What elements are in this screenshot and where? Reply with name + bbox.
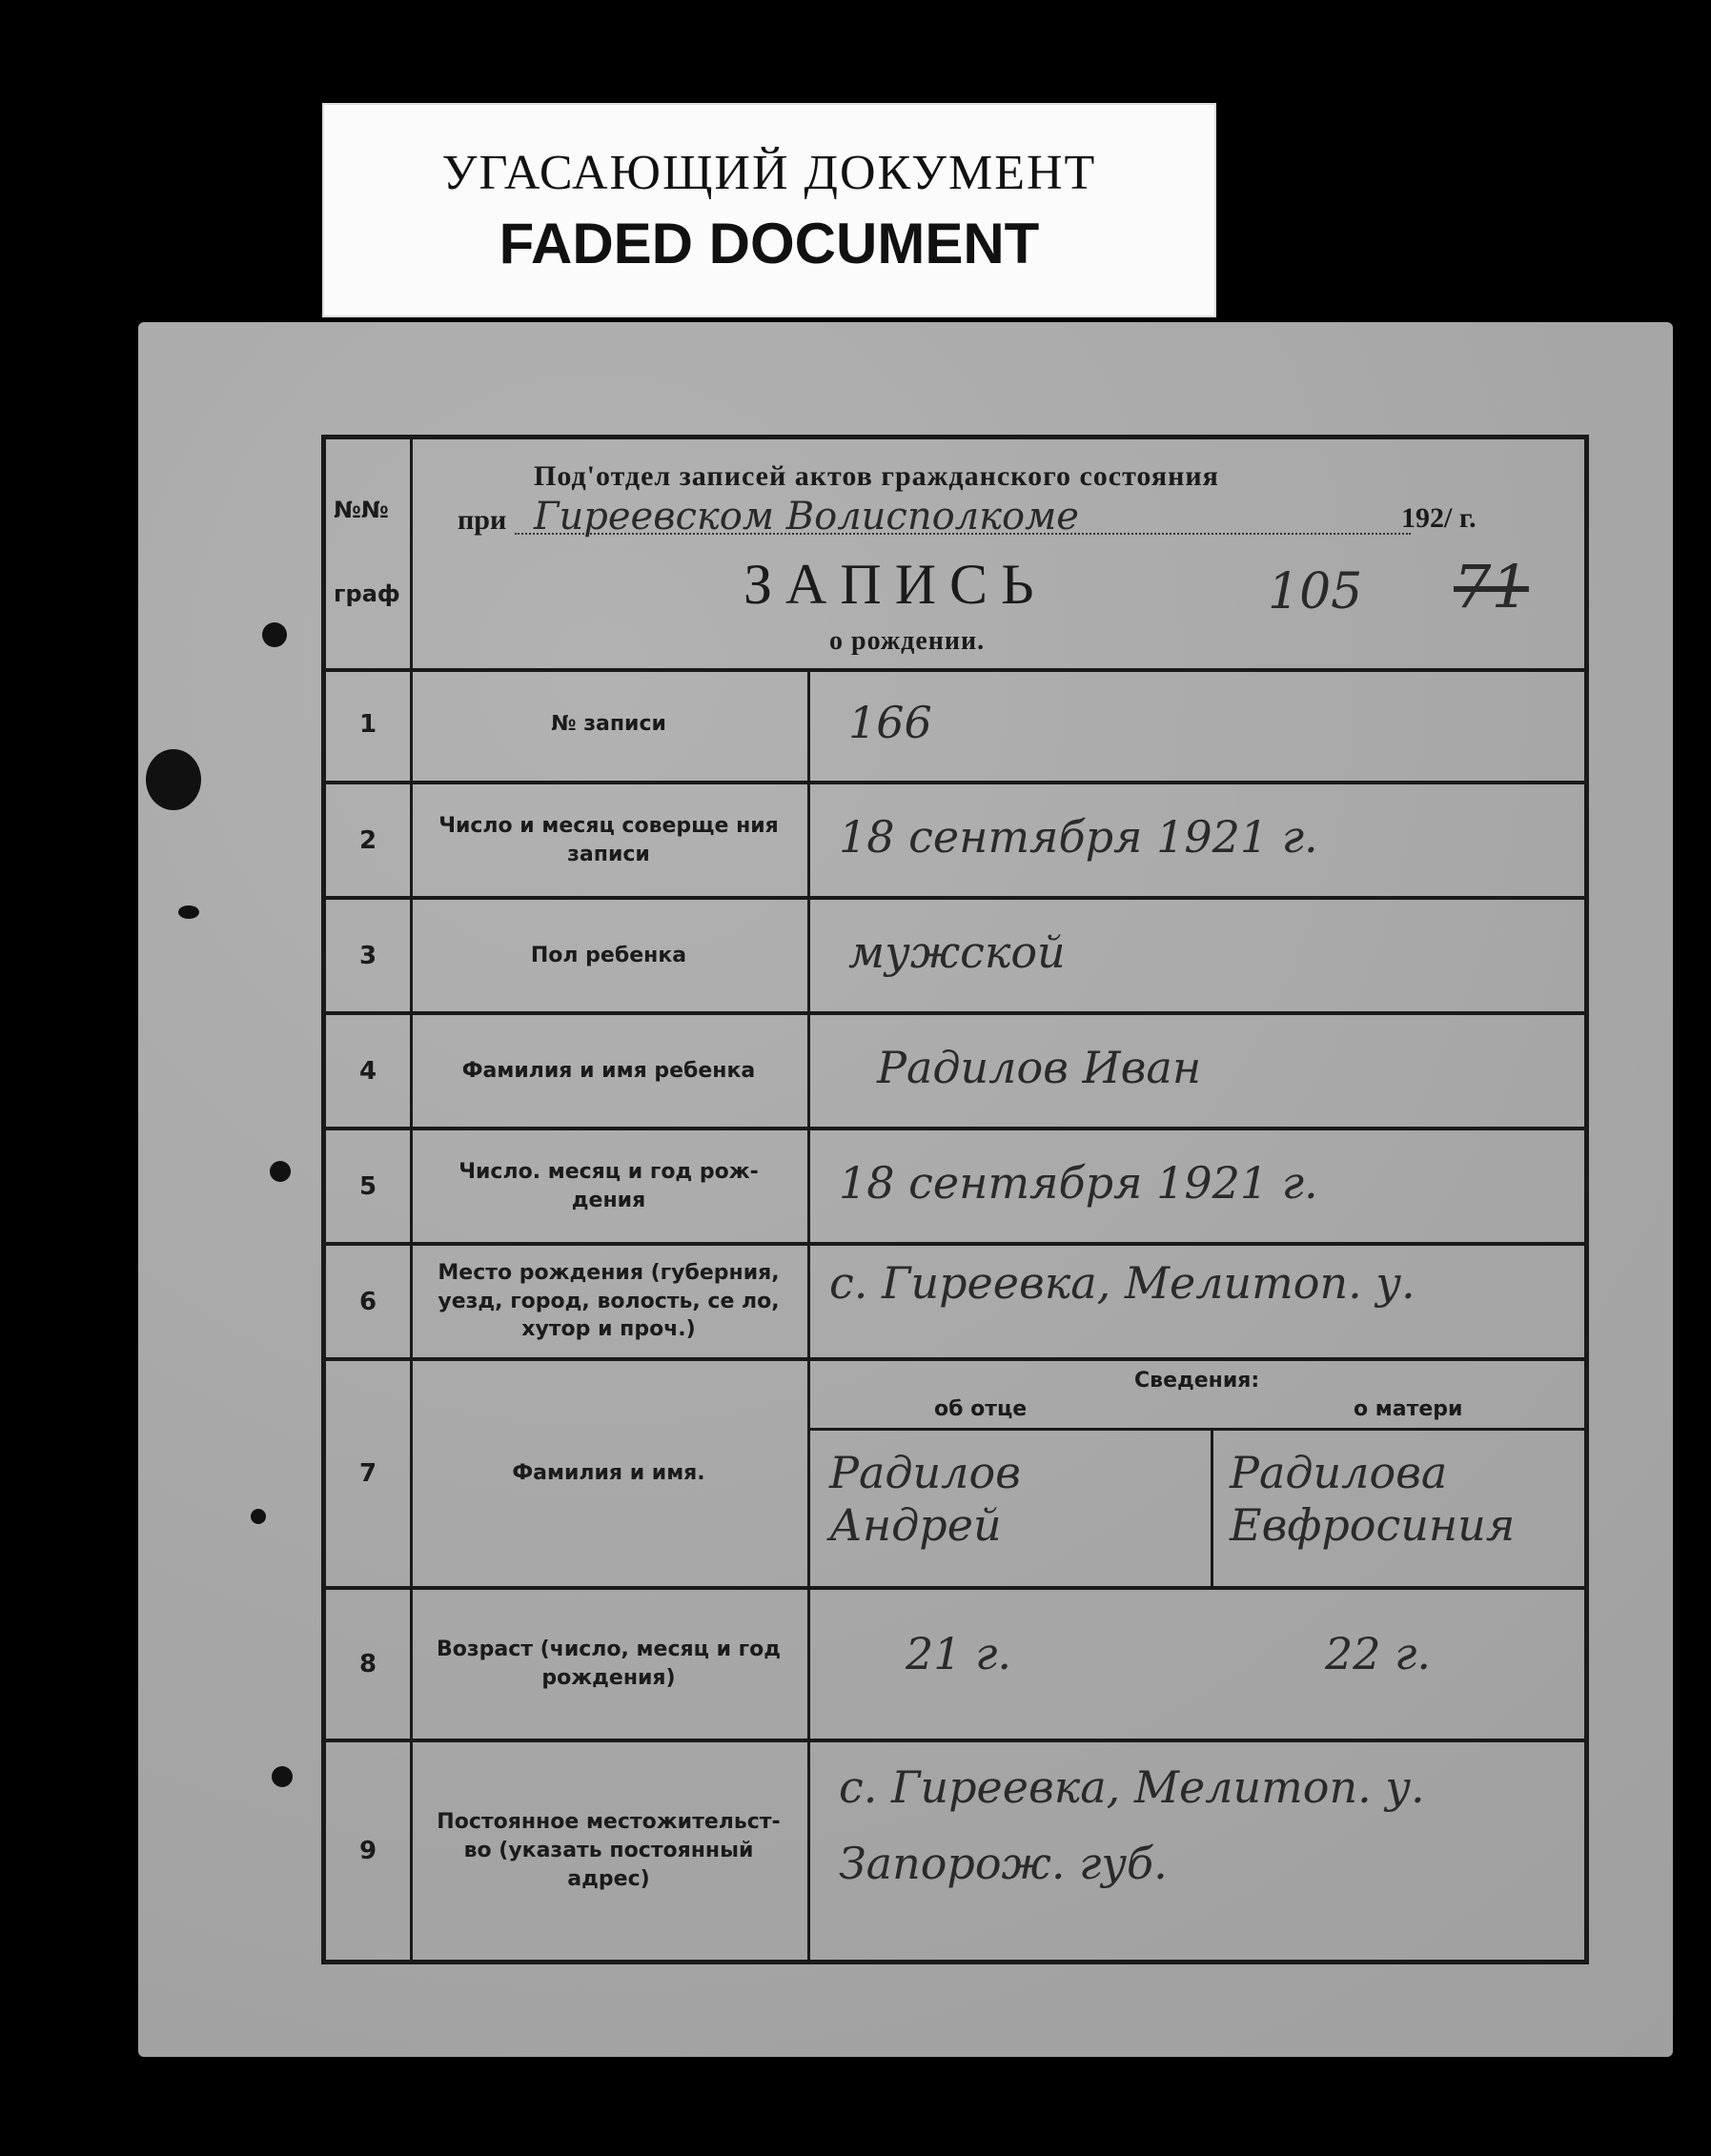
document-sheet [138, 322, 1673, 2057]
row-record-number [326, 668, 1584, 784]
punch-hole [262, 622, 287, 647]
father-name-value: Радилов Андрей [829, 1447, 1021, 1552]
record-number-handwritten: 105 [1268, 563, 1363, 620]
mother-name-value: Радилова Евфросиния [1230, 1447, 1516, 1552]
row-value [810, 668, 1584, 781]
row-number: 8 [326, 1590, 413, 1739]
father-column-label: об отце [934, 1397, 1028, 1421]
row-label: № записи [410, 668, 810, 781]
row-number: 4 [326, 1015, 413, 1127]
child-name-value: Радилов Иван [877, 1042, 1202, 1093]
stamp-english-text: FADED DOCUMENT [499, 211, 1040, 275]
row-label: Место рождения (губерния, уезд, город, волость, се ло, хутор и проч.) [410, 1246, 810, 1357]
document-title: ЗАПИСЬ [743, 553, 1048, 616]
row-value [810, 1590, 1584, 1739]
row-number: 9 [326, 1742, 413, 1960]
crossed-number-handwritten: 71 [1454, 552, 1529, 621]
row-number: 1 [326, 668, 413, 781]
row-value [810, 1015, 1584, 1127]
graf-column-label: граф [334, 580, 400, 607]
row-label: Постоянное местожительст- во (указать постоянный адрес) [410, 1742, 810, 1960]
mother-age-value: 22 г. [1325, 1628, 1432, 1679]
row-child-sex [326, 900, 1584, 1015]
row-value [810, 1130, 1584, 1242]
birth-date-value: 18 сентября 1921 г. [839, 1157, 1318, 1209]
row-number: 7 [326, 1361, 413, 1586]
department-title: Под'отдел записей актов гражданского состояния [534, 460, 1219, 492]
row-birth-place [326, 1246, 1584, 1361]
row-number: 3 [326, 900, 413, 1011]
row-parents-age [326, 1590, 1584, 1742]
record-number-value: 166 [848, 697, 932, 748]
row-value [810, 900, 1584, 1011]
row-label: Пол ребенка [410, 900, 810, 1011]
residence-line1-value: с. Гиреевка, Мелитоп. у. [839, 1761, 1425, 1813]
row-birth-date [326, 1130, 1584, 1246]
row-child-name [326, 1015, 1584, 1130]
row-number: 2 [326, 784, 413, 896]
info-title: Сведения: [1134, 1369, 1260, 1393]
mother-column-label: о матери [1354, 1397, 1463, 1421]
row-value [810, 784, 1584, 896]
punch-hole [270, 1161, 291, 1182]
row-value [810, 1361, 1584, 1586]
row-label: Фамилия и имя. [410, 1361, 810, 1586]
header-number-column [326, 439, 413, 668]
row-value [810, 1246, 1584, 1357]
info-divider [810, 1428, 1584, 1431]
row-number: 6 [326, 1246, 413, 1357]
child-sex-value: мужской [848, 926, 1066, 978]
parents-split [1211, 1428, 1213, 1586]
year-label: 192/ г. [1401, 502, 1477, 534]
row-value [810, 1742, 1584, 1960]
stamp-russian-text: УГАСАЮЩИЙ ДОКУМЕНТ [441, 145, 1097, 200]
authority-handwritten: Гиреевском Волисполкоме [534, 495, 1079, 539]
row-number: 5 [326, 1130, 413, 1242]
punch-hole [272, 1766, 293, 1787]
row-label: Возраст (число, месяц и год рождения) [410, 1590, 810, 1739]
pri-label: при [458, 504, 507, 536]
faded-document-stamp [322, 103, 1216, 317]
form-header [326, 439, 1584, 672]
punch-hole [178, 905, 199, 919]
row-record-date [326, 784, 1584, 900]
row-label: Фамилия и имя ребенка [410, 1015, 810, 1127]
row-residence [326, 1742, 1584, 1960]
birth-place-value: с. Гиреевка, Мелитоп. у. [829, 1257, 1416, 1309]
father-age-value: 21 г. [906, 1628, 1012, 1679]
punch-hole [146, 749, 201, 810]
row-label: Число и месяц соверще ния записи [410, 784, 810, 896]
number-column-label: №№ [334, 497, 389, 523]
document-subtitle: о рождении. [829, 626, 986, 656]
punch-hole [251, 1509, 266, 1524]
row-parents-names [326, 1361, 1584, 1590]
record-date-value: 18 сентября 1921 г. [839, 811, 1318, 863]
residence-line2-value: Запорож. губ. [839, 1838, 1168, 1889]
birth-record-form [321, 435, 1589, 1964]
header-main [410, 439, 1584, 668]
row-label: Число. месяц и год рож- дения [410, 1130, 810, 1242]
